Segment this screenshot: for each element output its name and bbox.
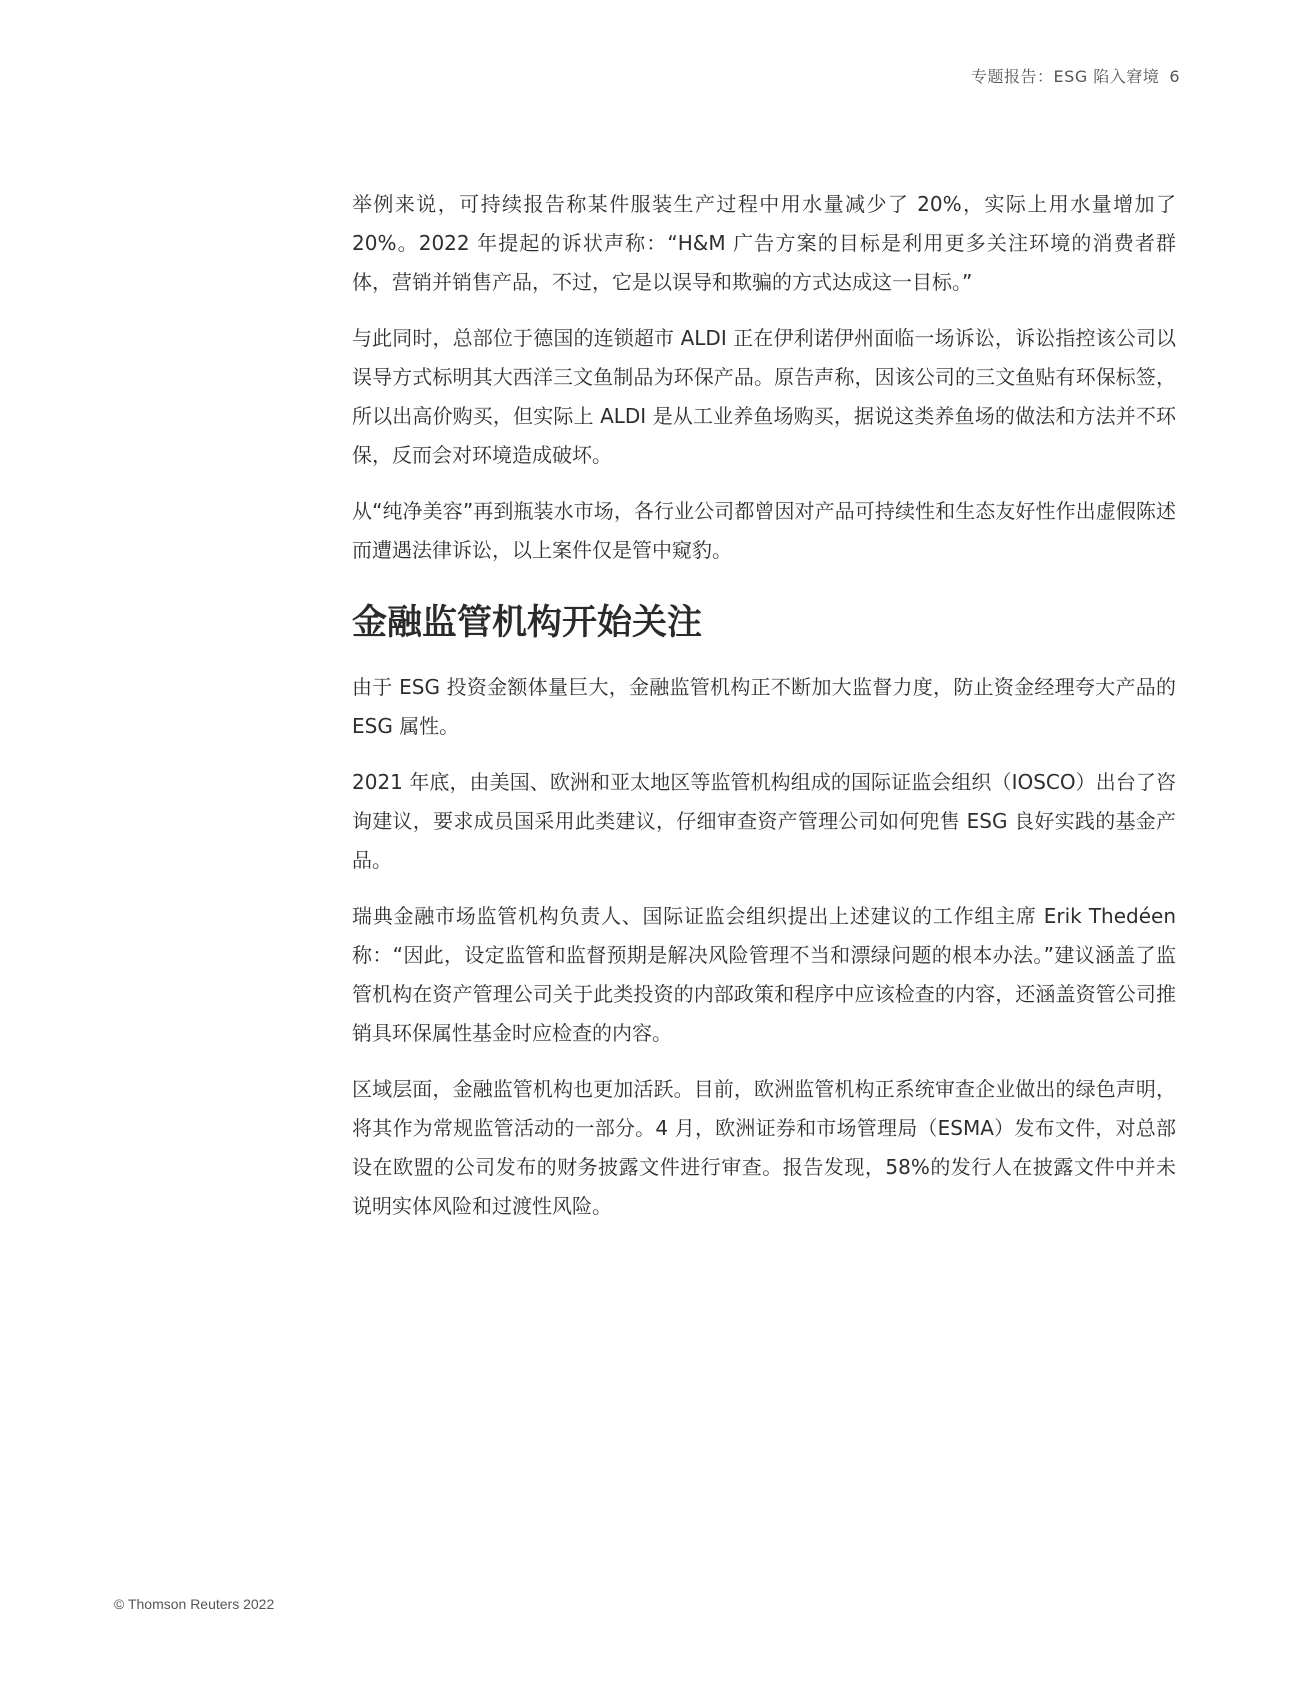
report-title: 专题报告：ESG 陷入窘境 — [971, 67, 1160, 86]
paragraph-aldi-lawsuit: 与此同时，总部位于德国的连锁超市 ALDI 正在伊利诺伊州面临一场诉讼，诉讼指控该公司以误导方式标明其大西洋三文鱼制品为环保产品。原告声称，因该公司的三文鱼贴有环保标签，所以出高价购买，但实际上 ALDI 是从工业养鱼场购买，据说这类养鱼场的做法和方法并不环保，反而会对环境造成破坏。 — [352, 326, 1176, 467]
paragraph-iosco: 2021 年底，由美国、欧洲和亚太地区等监管机构组成的国际证监会组织（IOSCO）出台了咨询建议，要求成员国采用此类建议，仔细审查资产管理公司如何兜售 ESG 良好实践的基金产品。 — [352, 770, 1176, 872]
paragraph-industry-lawsuits: 从“纯净美容”再到瓶装水市场，各行业公司都曾因对产品可持续性和生态友好性作出虚假陈述而遭遇法律诉讼，以上案件仅是管中窥豹。 — [352, 499, 1176, 562]
paragraph-esg-scale: 由于 ESG 投资金额体量巨大，金融监管机构正不断加大监督力度，防止资金经理夸大产品的 ESG 属性。 — [352, 675, 1176, 738]
main-content — [352, 185, 1176, 1243]
paragraph-regional-regulators: 区域层面，金融监管机构也更加活跃。目前，欧洲监管机构正系统审查企业做出的绿色声明，将其作为常规监管活动的一部分。4 月，欧洲证券和市场管理局（ESMA）发布文件，对总部设在欧盟的公司发布的财务披露文件进行审查。报告发现，58%的发行人在披露文件中并未说明实体风险和过渡性风险。 — [352, 1077, 1176, 1218]
page-number: 6 — [1169, 67, 1180, 86]
footer-copyright: © Thomson Reuters 2022 — [114, 1596, 275, 1612]
paragraph-thedeen-quote: 瑞典金融市场监管机构负责人、国际证监会组织提出上述建议的工作组主席 Erik Thedéen 称：“因此，设定监管和监督预期是解决风险管理不当和漂绿问题的根本办法。”建议涵盖了监管机构在资产管理公司关于此类投资的内部政策和程序中应该检查的内容，还涵盖资管公司推销具环保属性基金时应检查的内容。 — [352, 904, 1176, 1045]
running-header — [971, 64, 1180, 87]
paragraph-hm-lawsuit: 举例来说，可持续报告称某件服装生产过程中用水量减少了 20%，实际上用水量增加了 20%。2022 年提起的诉状声称：“H&M 广告方案的目标是利用更多关注环境的消费者群体，营销并销售产品，不过，它是以误导和欺骗的方式达成这一目标。” — [352, 192, 1176, 294]
section-heading: 金融监管机构开始关注 — [352, 603, 703, 643]
